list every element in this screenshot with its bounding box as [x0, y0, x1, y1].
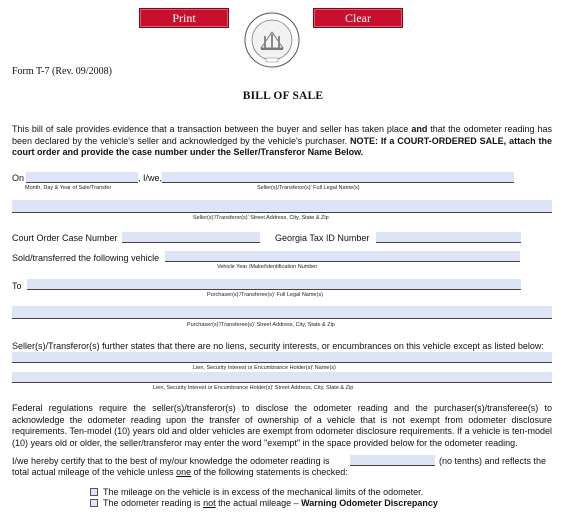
federal-paragraph: Federal regulations require the seller(s)/transferor(s) to disclose the odometer reading and the purchaser(s)/transferee(s) to acknowledge the odometer reading upon the transfer of ownership of a vehicle that is not exempt from odometer disclosure requirements. Ten-model (10) years old and older vehicles are exempt from odometer disclosure requirements. If a vehicle is ten-model (10) years old or older, the seller/transferor may enter the word "exempt" in the space provided below for the odometer reading.	[12, 403, 552, 448]
print-button[interactable]: Print	[139, 8, 229, 28]
sale-date-field[interactable]	[26, 172, 138, 183]
mileage-exceeds-label: The mileage on the vehicle is in excess of the mechanical limits of the odometer.	[103, 487, 424, 497]
lien-name-field[interactable]	[12, 352, 552, 363]
seller-name-field[interactable]	[162, 172, 514, 183]
georgia-seal-icon	[244, 12, 300, 68]
liens-statement: Seller(s)/Transferor(s) further states that there are no liens, security interests, or encumbrances on this vehicle except as listed below:	[12, 341, 544, 351]
clear-button[interactable]: Clear	[313, 8, 403, 28]
mileage-exceeds-checkbox[interactable]	[90, 488, 98, 496]
date-caption: Month, Day & Year of Sale/Transfer	[25, 185, 112, 191]
purchaser-name-caption: Purchaser(s)'/Transferee(s)' Full Legal Name(s)	[207, 292, 323, 298]
seller-address-caption: Seller(s)'/Transferor(s)' Street Address, City, State & Zip	[193, 215, 329, 221]
certify-text-1: I/we hereby certify that to the best of my/our knowledge the odometer reading is	[12, 456, 330, 466]
certify-text-2: (no tenths) and reflects the	[439, 456, 547, 466]
intro-paragraph: This bill of sale provides evidence that a transaction between the buyer and seller has taken place and that the odometer reading has been declared by the vehicle's seller and acknowledged by the vehicle's purchaser. NOTE: If a COURT-ORDERED SALE, attach the court order and provide the case number under the Seller/Transferor Name Below.	[12, 124, 552, 157]
vehicle-caption: Vehicle Year /Make/Identification Number	[217, 264, 318, 270]
odometer-discrepancy-label: The odometer reading is not the actual mileage – Warning Odometer Discrepancy	[103, 498, 438, 508]
page-title: BILL OF SALE	[242, 90, 324, 102]
tax-id-label: Georgia Tax ID Number	[275, 233, 370, 243]
tax-id-field[interactable]	[376, 232, 521, 243]
court-case-field[interactable]	[122, 232, 260, 243]
court-case-label: Court Order Case Number	[12, 233, 118, 243]
seller-name-caption: Seller(s)/Transferor(s)' Full Legal Name(s)	[257, 185, 360, 191]
iwe-label: , I/we,	[138, 173, 163, 183]
form-number: Form T-7 (Rev. 09/2008)	[12, 66, 112, 77]
purchaser-address-caption: Purchaser(s)'/Transferee(s)' Street Address, City, State & Zip	[187, 322, 335, 328]
sold-label: Sold/transferred the following vehicle	[12, 253, 160, 263]
lien-name-caption: Lien, Security Interest or Encumbrance Holder(s)' Name(s)	[193, 365, 336, 371]
odometer-reading-field[interactable]	[350, 455, 435, 466]
purchaser-name-field[interactable]	[27, 279, 521, 290]
lien-address-field[interactable]	[12, 372, 552, 383]
lien-address-caption: Lien, Security Interest or Encumbrance Holder(s)' Street Address, City, State & Zip	[153, 385, 354, 391]
on-label: On	[12, 173, 25, 183]
certify-text-3: total actual mileage of the vehicle unless one of the following statements is checked:	[12, 467, 348, 477]
purchaser-address-field[interactable]	[12, 306, 552, 319]
vehicle-field[interactable]	[165, 251, 520, 262]
seller-address-field[interactable]	[12, 200, 552, 213]
odometer-discrepancy-checkbox[interactable]	[90, 499, 98, 507]
to-label: To	[12, 281, 22, 291]
